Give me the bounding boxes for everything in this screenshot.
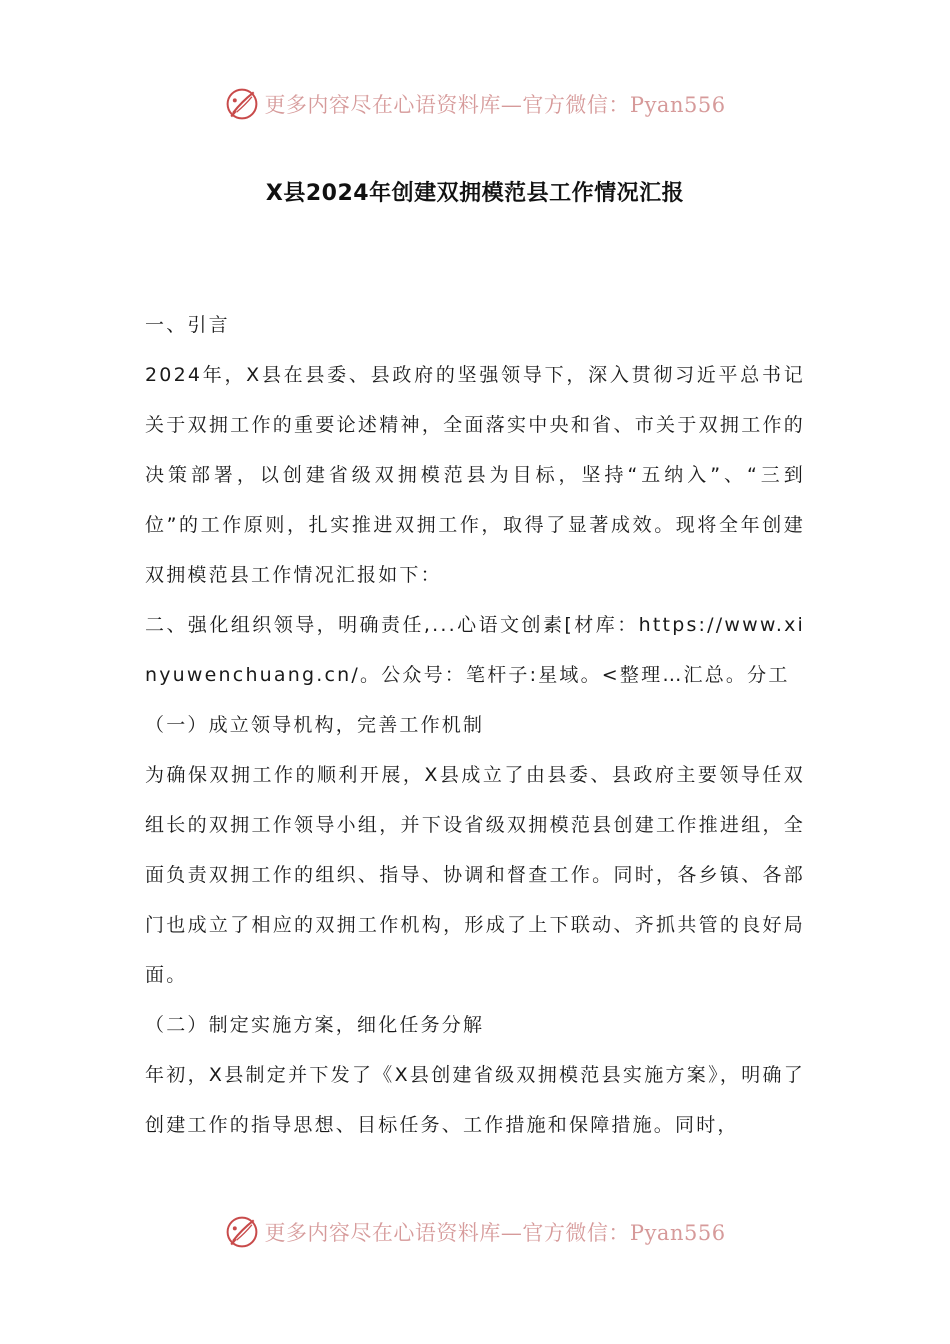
header-watermark-banner: [0, 82, 950, 126]
subsection-heading-2: （二）制定实施方案，细化任务分解: [145, 1014, 485, 1036]
subsection-heading-1: （一）成立领导机构，完善工作机制: [145, 714, 485, 736]
intro-paragraph: 2024年，X县在县委、县政府的坚强领导下，深入贯彻习近平总书记关于双拥工作的重要论述精神，全面落实中央和省、市关于双拥工作的决策部署，以创建省级双拥模范县为目标，坚持“五纳入”、“三到位”的工作原则，扎实推进双拥工作，取得了显著成效。现将全年创建双拥模范县工作情况汇报如下：: [145, 364, 805, 586]
quill-logo-icon: [224, 1214, 260, 1250]
document-title: X县2024年创建双拥模范县工作情况汇报: [265, 181, 685, 206]
paragraph-plan: 年初，X县制定并下发了《X县创建省级双拥模范县实施方案》，明确了创建工作的指导思想、目标任务、工作措施和保障措施。同时，: [145, 1064, 805, 1136]
paragraph-leadership: 为确保双拥工作的顺利开展，X县成立了由县委、县政府主要领导任双组长的双拥工作领导小组，并下设省级双拥模范县创建工作推进组，全面负责双拥工作的组织、指导、协调和督查工作。同时，各乡镇、各部门也成立了相应的双拥工作机构，形成了上下联动、齐抓共管的良好局面。: [145, 764, 805, 986]
watermark-text: 更多内容尽在心语资料库—官方微信：Pyan556: [264, 1221, 726, 1245]
section-heading-intro: 一、引言: [145, 314, 230, 336]
watermark-text: 更多内容尽在心语资料库—官方微信：Pyan556: [264, 93, 726, 117]
quill-logo-icon: [224, 86, 260, 122]
footer-watermark-banner: [0, 1210, 950, 1254]
document-body: [145, 300, 805, 1150]
section-heading-organization: 二、强化组织领导，明确责任,...心语文创素[材库：https://www.xinyuwenchuang.cn/。公众号：笔杆子:星域。<整理…汇总。分工: [145, 614, 805, 686]
